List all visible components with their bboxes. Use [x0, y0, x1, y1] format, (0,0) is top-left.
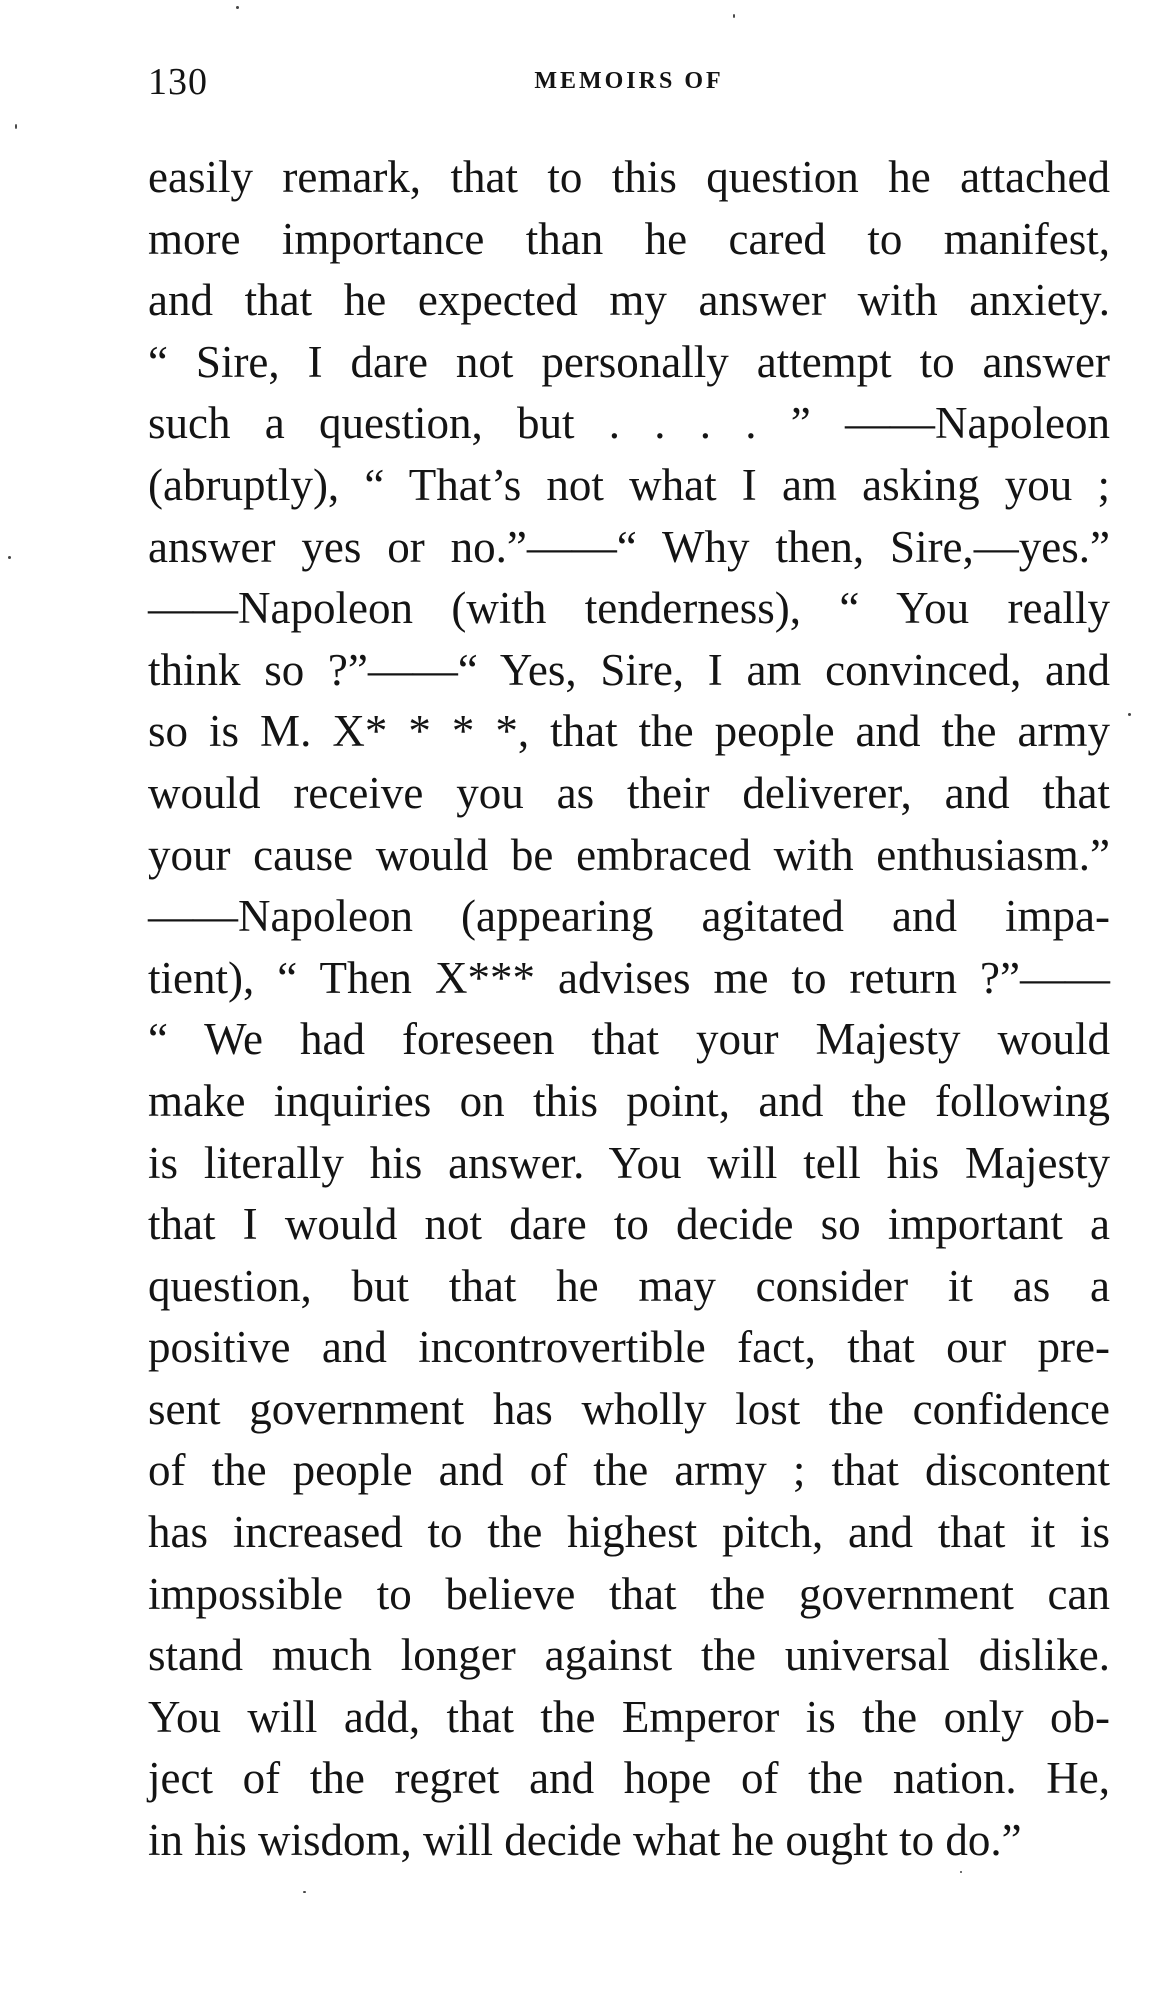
text-line: ——Napoleon (with tenderness), “ You really	[148, 583, 1110, 634]
text-line: and that he expected my answer with anxiety.	[148, 275, 1110, 326]
print-speck	[8, 556, 11, 559]
text-line: think so ?”——“ Yes, Sire, I am convinced, and	[148, 644, 1110, 695]
text-line: your cause would be embraced with enthusiasm.”	[148, 829, 1110, 880]
print-speck	[960, 1871, 962, 1873]
print-speck	[303, 1891, 306, 1893]
text-line: question, but that he may consider it as a	[148, 1260, 1110, 1311]
text-line: of the people and of the army ; that discontent	[148, 1445, 1110, 1496]
text-line: such a question, but . . . . ” ——Napoleon	[148, 398, 1110, 449]
text-line: ——Napoleon (appearing agitated and impa-	[148, 891, 1110, 942]
text-line: so is M. X* * * *, that the people and the army	[148, 706, 1110, 757]
text-line: tient), “ Then X*** advises me to return ?”——	[148, 952, 1110, 1003]
text-line: answer yes or no.”——“ Why then, Sire,—yes.”	[148, 521, 1110, 572]
page-header	[148, 60, 1110, 110]
page-number: 130	[148, 61, 208, 103]
text-line: would receive you as their deliverer, and that	[148, 767, 1110, 818]
print-speck	[15, 124, 17, 129]
text-line: sent government has wholly lost the confidence	[148, 1383, 1110, 1434]
text-line: that I would not dare to decide so important a	[148, 1199, 1110, 1250]
text-line: easily remark, that to this question he attached	[148, 152, 1110, 202]
text-line-last: in his wisdom, will decide what he ought to do.”	[148, 1815, 1022, 1866]
text-line: positive and incontrovertible fact, that our pre-	[148, 1322, 1110, 1373]
text-line: is literally his answer. You will tell his Majesty	[148, 1137, 1110, 1188]
body-text	[148, 147, 1110, 1872]
text-line: ject of the regret and hope of the nation. He,	[148, 1753, 1110, 1804]
text-line: make inquiries on this point, and the following	[148, 1075, 1110, 1126]
text-line: stand much longer against the universal dislike.	[148, 1630, 1110, 1681]
text-line: more importance than he cared to manifest,	[148, 213, 1110, 264]
text-line: (abruptly), “ That’s not what I am asking you ;	[148, 459, 1110, 510]
text-line: has increased to the highest pitch, and that it is	[148, 1507, 1110, 1558]
print-speck	[733, 14, 735, 18]
print-speck	[236, 6, 239, 9]
print-speck	[1128, 713, 1131, 716]
text-line: “ Sire, I dare not personally attempt to answer	[148, 336, 1110, 387]
text-line: “ We had foreseen that your Majesty would	[148, 1014, 1110, 1065]
running-title: MEMOIRS OF	[534, 68, 724, 94]
text-line: You will add, that the Emperor is the only ob-	[148, 1691, 1110, 1742]
text-line: impossible to believe that the government can	[148, 1568, 1110, 1619]
